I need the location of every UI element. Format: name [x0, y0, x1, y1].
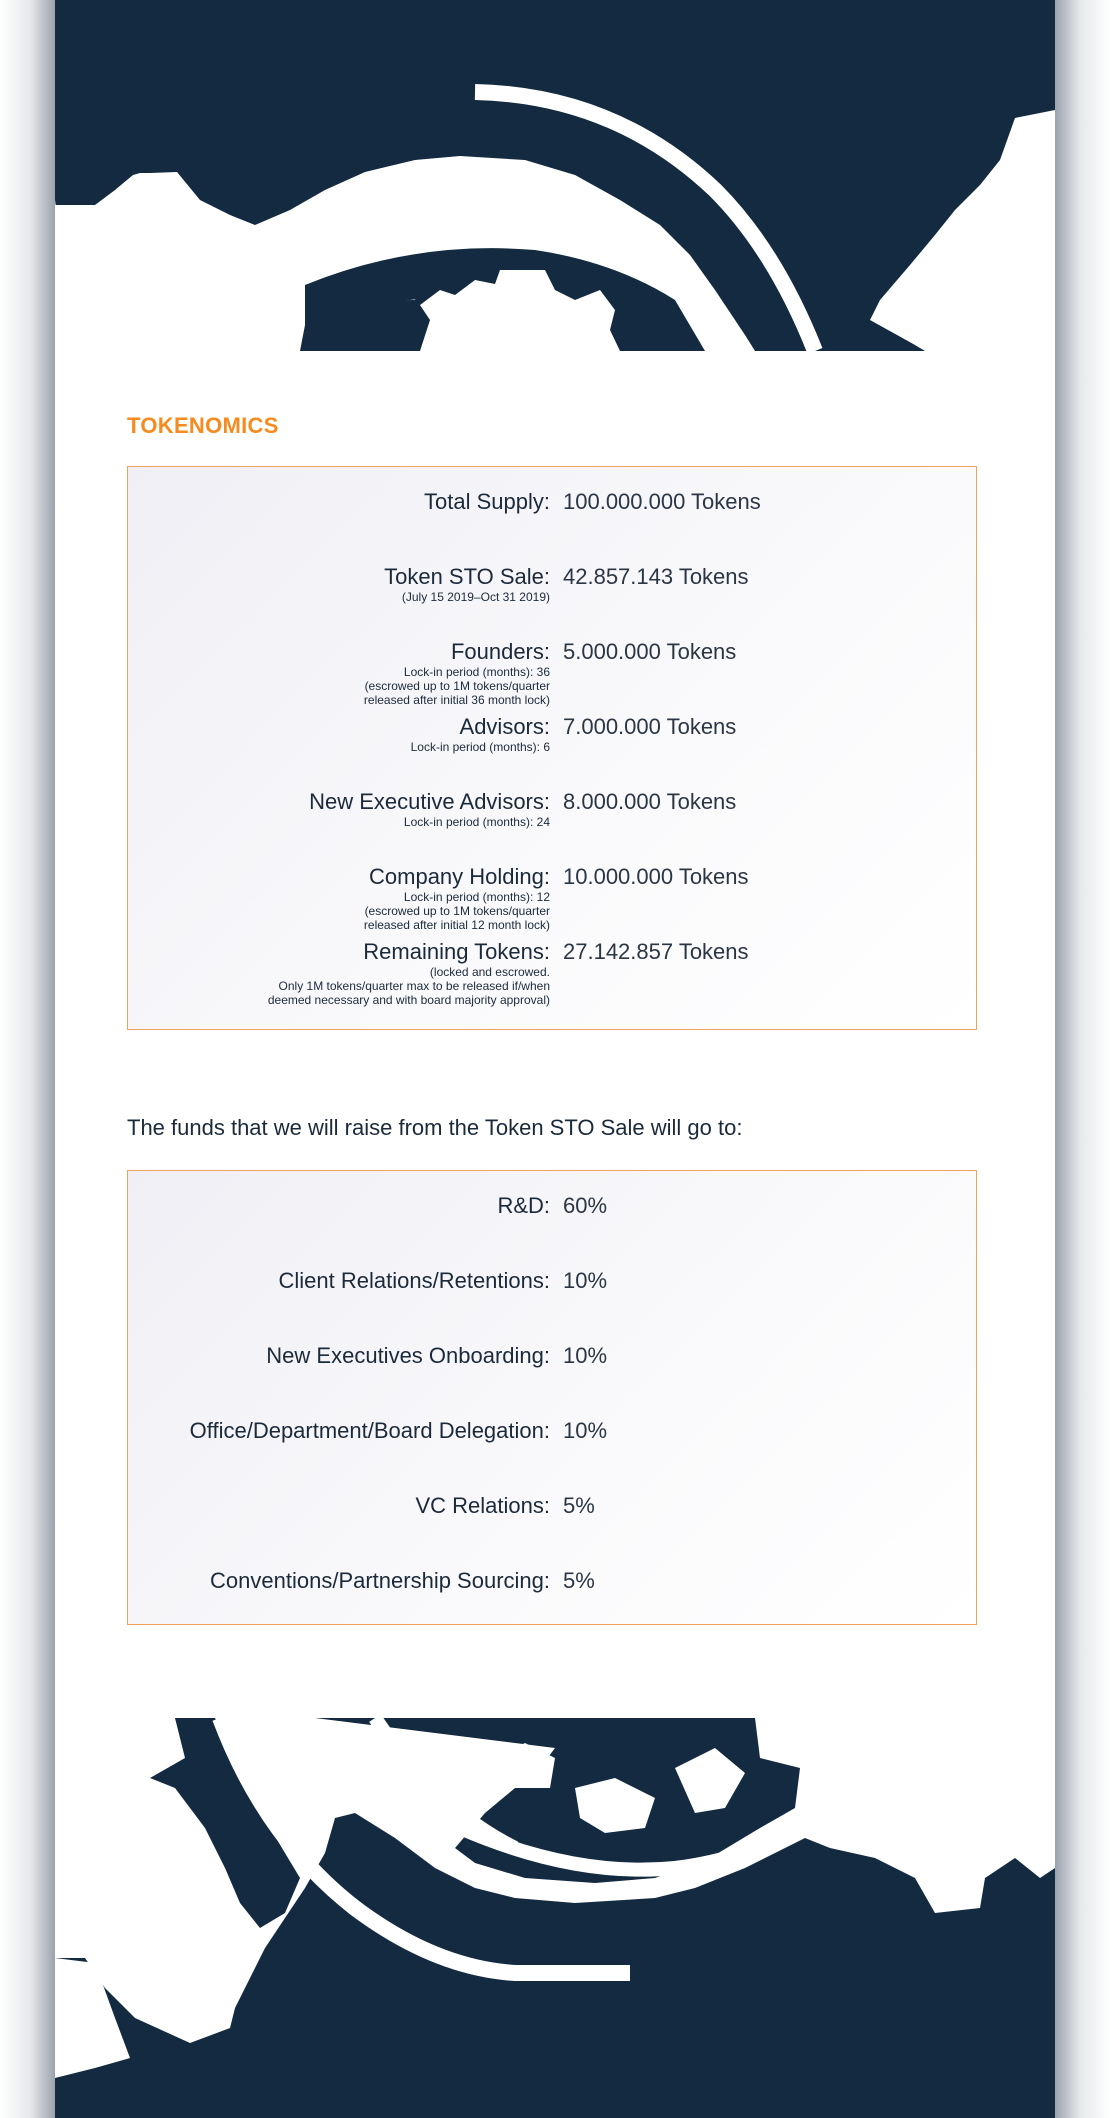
row-value: 5% [563, 1568, 595, 1593]
note-line: Lock-in period (months): 6 [410, 740, 550, 754]
section-title-tokenomics: TOKENOMICS [127, 413, 279, 438]
note-line: deemed necessary and with board majority approval) [267, 993, 550, 1007]
note-line: Lock-in period (months): 24 [403, 815, 550, 829]
funds-intro-text: The funds that we will raise from the Token STO Sale will go to: [127, 1115, 743, 1140]
row-note [411, 740, 550, 754]
row-value: 10% [563, 1343, 608, 1368]
row-label: Founders: [450, 639, 550, 664]
row-note [402, 590, 550, 604]
note-line: Lock-in period (months): 36 [403, 665, 550, 679]
row-value: 7.000.000 Tokens [563, 714, 737, 739]
row-label: R&D: [497, 1193, 550, 1218]
row-value: 5% [563, 1493, 595, 1518]
row-label: Client Relations/Retentions: [278, 1268, 550, 1293]
bottom-gears-graphic [55, 1718, 1055, 2118]
right-page-shadow [1055, 0, 1110, 2118]
row-label: Token STO Sale: [384, 564, 550, 589]
row-note [268, 965, 550, 1007]
left-page-shadow [0, 0, 55, 2118]
note-line: Only 1M tokens/quarter max to be released if/when [278, 979, 550, 993]
row-value: 60% [563, 1193, 608, 1218]
document-page [55, 0, 1055, 2118]
row-value: 5.000.000 Tokens [563, 639, 737, 664]
row-value: 10.000.000 Tokens [563, 864, 749, 889]
row-label: Conventions/Partnership Sourcing: [210, 1568, 550, 1593]
row-value: 8.000.000 Tokens [563, 789, 737, 814]
row-note [404, 815, 550, 829]
row-label: New Executives Onboarding: [266, 1343, 550, 1368]
row-note [364, 890, 550, 932]
row-label: Total Supply: [424, 489, 550, 514]
row-value: 42.857.143 Tokens [563, 564, 749, 589]
row-value: 27.142.857 Tokens [563, 939, 749, 964]
row-label: VC Relations: [415, 1493, 550, 1518]
note-line: Lock-in period (months): 12 [403, 890, 550, 904]
row-value: 10% [563, 1268, 608, 1293]
row-label: Remaining Tokens: [363, 939, 550, 964]
tokenomics-table [127, 466, 977, 1030]
funds-allocation-table [127, 1170, 977, 1625]
row-value: 10% [563, 1418, 608, 1443]
row-note [364, 665, 550, 707]
row-label: Company Holding: [369, 864, 550, 889]
row-label: Office/Department/Board Delegation: [189, 1418, 550, 1443]
row-label: New Executive Advisors: [309, 789, 550, 814]
note-line: (July 15 2019–Oct 31 2019) [401, 590, 550, 604]
note-line: (escrowed up to 1M tokens/quarter [364, 904, 550, 918]
note-line: (locked and escrowed. [429, 965, 550, 979]
top-gears-graphic [55, 0, 1055, 351]
row-label: Advisors: [459, 714, 550, 739]
note-line: released after initial 12 month lock) [363, 918, 550, 932]
note-line: (escrowed up to 1M tokens/quarter [364, 679, 550, 693]
row-value: 100.000.000 Tokens [563, 489, 761, 514]
note-line: released after initial 36 month lock) [363, 693, 550, 707]
